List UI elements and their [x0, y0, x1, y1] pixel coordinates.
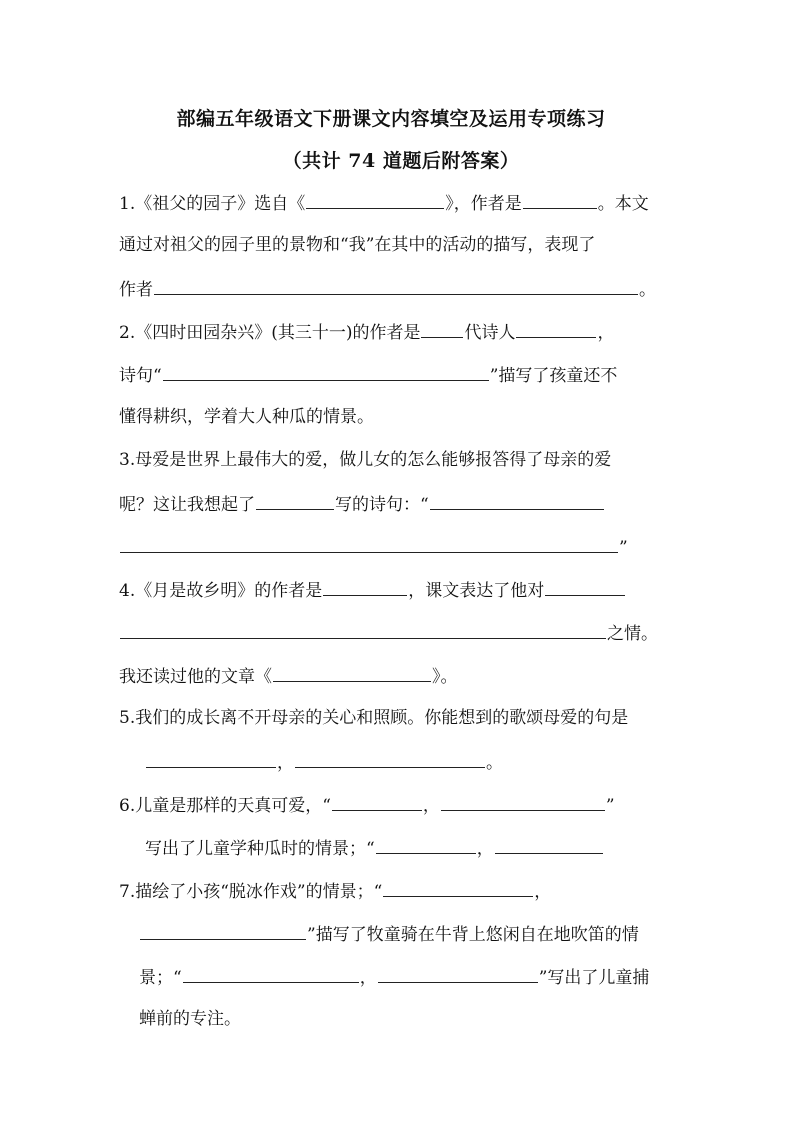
question-text: 6.儿童是那样的天真可爱，“	[119, 796, 331, 816]
answer-blank[interactable]	[495, 836, 603, 854]
question-text: 1.《祖父的园子》选自《	[119, 194, 306, 214]
answer-blank[interactable]	[323, 578, 407, 596]
question-2-line-1	[119, 320, 614, 344]
answer-blank[interactable]	[332, 793, 422, 811]
question-text: ”写出了儿童捕	[538, 968, 650, 988]
answer-blank[interactable]	[383, 879, 533, 897]
question-6-line-1	[119, 793, 615, 817]
question-text: 。	[486, 753, 503, 773]
answer-blank[interactable]	[306, 191, 444, 209]
question-text: 我还读过他的文章《	[119, 667, 272, 687]
question-text: 之情。	[607, 624, 658, 644]
question-text: 呢？这让我想起了	[119, 495, 255, 515]
question-text: ”描写了牧童骑在牛背上悠闲自在地吹笛的情	[307, 925, 639, 945]
answer-blank[interactable]	[140, 922, 306, 940]
page-subtitle: （共计 74 道题后附答案）	[282, 150, 520, 172]
page-title: 部编五年级语文下册课文内容填空及运用专项练习	[176, 108, 606, 130]
question-5-line-1: 5.我们的成长离不开母亲的关心和照顾。你能想到的歌颂母爱的句是	[119, 708, 629, 728]
question-text: 4.《月是故乡明》的作者是	[119, 581, 323, 601]
answer-blank[interactable]	[120, 535, 618, 553]
answer-blank[interactable]	[430, 492, 604, 510]
question-1-line-3	[119, 277, 656, 301]
question-text: 写的诗句：“	[335, 495, 429, 515]
question-2-line-2	[119, 363, 617, 387]
question-text: 》，作者是	[445, 194, 522, 214]
question-7-line-1	[119, 879, 551, 903]
question-4-line-1	[119, 578, 626, 602]
answer-blank[interactable]	[376, 836, 476, 854]
answer-blank[interactable]	[154, 277, 638, 295]
answer-blank[interactable]	[163, 363, 489, 381]
question-text: 诗句“	[119, 366, 162, 386]
question-text: 。本文	[597, 194, 649, 214]
answer-blank[interactable]	[516, 320, 596, 338]
question-text: ，课文表达了他对	[408, 581, 545, 601]
question-3-line-1: 3.母爱是世界上最伟大的爱，做儿女的怎么能够报答得了母亲的爱	[119, 450, 612, 470]
question-text: ，	[422, 796, 440, 816]
question-text: 。	[639, 280, 656, 300]
question-text: 》。	[432, 667, 458, 687]
answer-blank[interactable]	[523, 191, 597, 209]
answer-blank[interactable]	[421, 320, 463, 338]
answer-blank[interactable]	[378, 965, 538, 983]
question-3-line-2	[119, 492, 605, 516]
answer-blank[interactable]	[256, 492, 334, 510]
question-6-line-2	[145, 836, 604, 860]
answer-blank[interactable]	[295, 750, 485, 768]
question-text: ，	[534, 882, 552, 902]
question-text: 写出了儿童学种瓜时的情景；“	[145, 839, 375, 859]
question-text: ，	[597, 323, 615, 343]
answer-blank[interactable]	[545, 578, 625, 596]
answer-blank[interactable]	[120, 621, 606, 639]
question-text: 7.描绘了小孩“脱冰作戏”的情景；“	[119, 882, 383, 902]
question-2-line-3: 懂得耕织，学着大人种瓜的情景。	[119, 407, 374, 427]
question-text: ”描写了孩童还不	[489, 366, 618, 386]
answer-blank[interactable]	[183, 965, 359, 983]
question-text: 景；“	[139, 968, 182, 988]
question-text: 作者	[119, 280, 153, 300]
question-1-line-2: 通过对祖父的园子里的景物和“我”在其中的活动的描写，表现了	[119, 235, 596, 255]
question-text: 2.《四时田园杂兴》(其三十一)的作者是	[119, 323, 421, 343]
question-4-line-2	[119, 621, 658, 645]
answer-blank[interactable]	[146, 750, 276, 768]
question-7-line-2	[139, 922, 639, 946]
question-text: ，	[476, 839, 494, 859]
answer-blank[interactable]	[273, 664, 431, 682]
question-text: ”	[619, 538, 628, 558]
question-3-line-3	[119, 535, 628, 559]
question-1-line-1	[119, 191, 649, 215]
question-text: 代诗人	[464, 323, 516, 343]
question-4-line-3	[119, 664, 458, 688]
question-text: ，	[359, 968, 377, 988]
question-7-line-3	[139, 965, 649, 989]
question-5-line-2	[145, 750, 503, 774]
question-text: ，	[277, 753, 294, 773]
question-7-line-4: 蝉前的专注。	[139, 1009, 241, 1029]
answer-blank[interactable]	[441, 793, 605, 811]
question-text: ”	[605, 796, 615, 816]
